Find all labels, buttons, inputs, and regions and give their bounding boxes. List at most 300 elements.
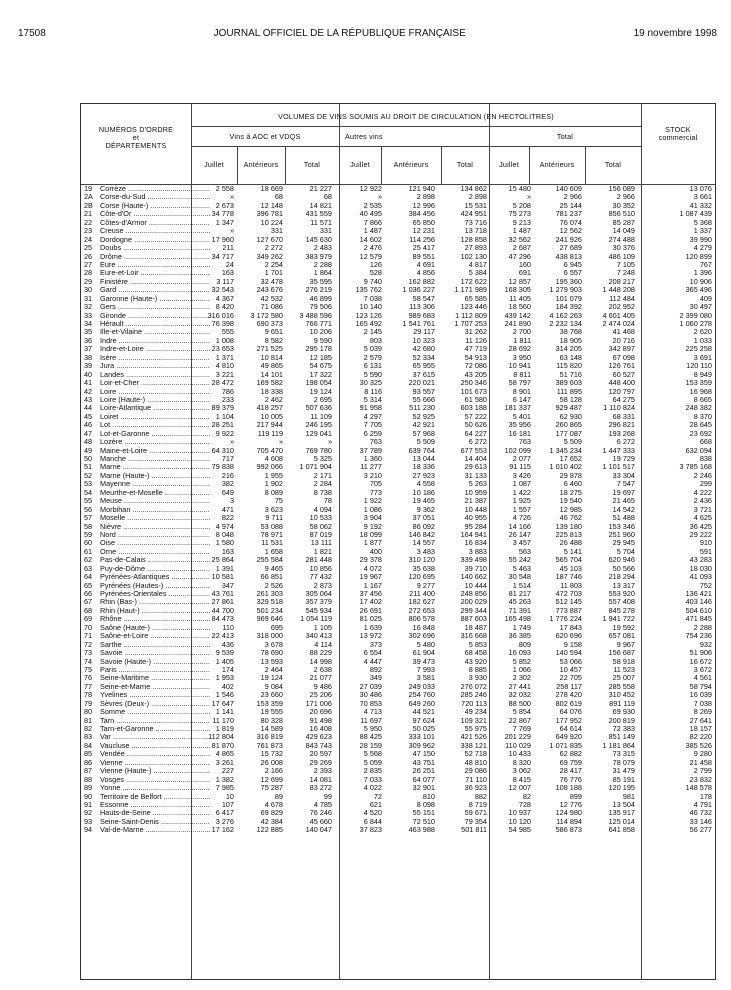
cell-aoc-anterieurs: 71 086 [260, 302, 283, 312]
cell-stock: 1 396 [693, 268, 712, 278]
department-code: 31 [84, 293, 93, 303]
department-name: Tarn-et-Garonne ..... [100, 725, 210, 733]
cell-stock: 33 146 [689, 816, 712, 826]
cell-aoc-anterieurs: 3 172 580 [250, 310, 283, 320]
cell-other-anterieurs: 97 624 [412, 715, 435, 725]
cell-total-anterieurs: 63 148 [559, 352, 582, 362]
cell-stock: 752 [699, 580, 712, 590]
department-name: Pyrénées-Atlantiques ..... [100, 573, 210, 581]
department-name: Pyrénées-Orientales ..... [100, 590, 210, 598]
cell-aoc-anterieurs: 992 066 [256, 462, 283, 472]
cell-other-total: 61 580 [464, 394, 487, 404]
department-name: Moselle ..... [100, 514, 210, 522]
cell-aoc-juillet: » [229, 192, 234, 202]
cell-aoc-total: 140 047 [305, 825, 332, 835]
cell-total-juillet: 27 441 [508, 681, 531, 691]
department-name: Lozère ..... [100, 438, 210, 446]
cell-total-juillet: 10 433 [508, 749, 531, 759]
cell-other-anterieurs: 50 025 [412, 724, 435, 733]
cell-stock: 3 721 [693, 504, 712, 514]
cell-other-juillet: 528 [369, 268, 382, 278]
cell-total-anterieurs: 6 460 [563, 479, 582, 489]
department-name: Vienne (Haute-) ..... [100, 767, 210, 775]
cell-aoc-juillet: 23 653 [211, 344, 234, 354]
cell-aoc-total: 88 229 [309, 648, 332, 658]
cell-total-total: 7 547 [616, 479, 635, 489]
cell-other-total: 48 810 [464, 757, 487, 767]
cell-total-juillet: 32 032 [508, 690, 531, 700]
row-header [81, 126, 191, 150]
cell-aoc-juillet: 22 413 [211, 631, 234, 641]
department-name: Mayenne ..... [100, 480, 210, 488]
department-code: 60 [84, 538, 93, 548]
cell-aoc-anterieurs: 23 660 [260, 690, 283, 700]
department-code: 47 [84, 428, 93, 438]
cell-other-juillet: 91 958 [359, 403, 382, 413]
cell-aoc-juillet: 7 985 [215, 783, 234, 793]
cell-total-juillet: 8 901 [512, 386, 531, 396]
cell-total-total: 1 101 517 [602, 462, 635, 472]
cell-other-total: 13 718 [464, 226, 487, 236]
page-header [18, 28, 717, 42]
cell-total-juillet: 8 811 [513, 369, 531, 379]
cell-other-anterieurs: 1 541 761 [402, 319, 435, 328]
department-name: Gers ..... [100, 303, 210, 311]
group-header-aoc: Vins à AOC et VDQS [229, 132, 301, 141]
cell-aoc-total: 295 178 [305, 344, 332, 354]
department-name: Meurthe-et-Moselle ..... [100, 489, 210, 497]
department-code: 78 [84, 690, 93, 700]
cell-total-juillet: 9 213 [512, 217, 531, 227]
stock-header-line: STOCK [665, 125, 691, 134]
cell-aoc-anterieurs: 329 518 [256, 597, 283, 607]
cell-stock: 8 370 [693, 411, 712, 421]
cell-total-total: 657 081 [608, 631, 635, 641]
group-header-other: Autres vins [345, 132, 383, 141]
cell-total-anterieurs: 773 887 [555, 605, 582, 615]
cell-aoc-anterieurs: 318 000 [256, 631, 283, 641]
cell-aoc-anterieurs: 695 [270, 622, 283, 632]
cell-other-total: 424 951 [460, 209, 487, 219]
cell-other-anterieurs: 47 150 [412, 749, 435, 759]
cell-stock: 120 110 [686, 361, 712, 371]
cell-other-juillet: 5 950 [363, 724, 382, 733]
department-name: Vaucluse ..... [100, 742, 210, 750]
cell-aoc-juillet: 649 [221, 487, 234, 497]
cell-other-total: 299 344 [460, 605, 487, 615]
cell-other-anterieurs: 12 996 [412, 200, 435, 210]
cell-aoc-anterieurs: 26 008 [260, 757, 283, 767]
cell-aoc-total: 766 771 [305, 319, 332, 328]
cell-stock: 2 799 [693, 766, 712, 776]
cell-aoc-juillet: 9 922 [215, 428, 234, 438]
cell-other-anterieurs: 7 993 [416, 664, 435, 674]
cell-other-juillet: 5 039 [363, 344, 382, 354]
cell-other-juillet: 19 967 [359, 572, 382, 582]
department-code: 62 [84, 555, 93, 565]
cell-stock: 8 665 [693, 394, 712, 404]
cell-other-total: 603 188 [460, 403, 487, 413]
cell-total-juillet: 102 099 [504, 445, 531, 455]
cell-total-anterieurs: 278 420 [555, 690, 582, 700]
cell-total-juillet: 82 [522, 791, 531, 801]
cell-total-anterieurs: 62 930 [559, 411, 582, 421]
cell-other-anterieurs: 162 882 [408, 276, 435, 286]
department-code: 73 [84, 648, 93, 658]
cell-total-total: 64 275 [612, 394, 635, 404]
cell-stock: 3 672 [693, 664, 712, 674]
department-name: Loire-Atlantique ..... [100, 404, 210, 412]
cell-aoc-anterieurs: 75 287 [260, 783, 283, 793]
cell-other-total: 11 126 [465, 335, 487, 345]
cell-other-juillet: 7 033 [363, 774, 382, 784]
cell-total-anterieurs: 899 [569, 791, 582, 801]
cell-aoc-juillet: 786 [221, 386, 234, 396]
cell-other-total: 57 222 [464, 411, 487, 421]
cell-aoc-anterieurs: 501 234 [256, 605, 283, 615]
cell-total-anterieurs: 472 703 [555, 589, 582, 598]
cell-other-anterieurs: 44 521 [412, 707, 435, 717]
cell-total-anterieurs: 19 540 [559, 496, 582, 506]
cell-total-total: 135 917 [608, 808, 635, 818]
cell-total-total: 19 697 [612, 487, 635, 497]
cell-aoc-juillet: 555 [221, 327, 234, 337]
cell-aoc-juillet: 11 170 [212, 715, 234, 725]
cell-total-total: 58 918 [612, 656, 635, 666]
cell-aoc-juillet: » [229, 437, 234, 447]
cell-other-anterieurs: 2 898 [416, 192, 435, 202]
department-code: 63 [84, 563, 93, 573]
cell-total-juillet: 2 687 [512, 243, 531, 253]
cell-other-anterieurs: 806 578 [408, 614, 435, 624]
cell-other-anterieurs: 220 021 [408, 378, 435, 388]
table-row [84, 826, 716, 834]
cell-total-total: 6 272 [616, 437, 635, 447]
cell-total-total: 30 376 [612, 243, 635, 253]
cell-aoc-total: 545 934 [305, 605, 332, 615]
cell-aoc-juillet: 3 [229, 496, 234, 506]
cell-total-anterieurs: 565 704 [555, 555, 582, 565]
cell-aoc-juillet: 6 417 [215, 808, 234, 818]
cell-aoc-total: 14 821 [309, 200, 332, 210]
cell-aoc-anterieurs: 1 658 [264, 546, 283, 556]
cell-total-total: 14 542 [612, 504, 635, 514]
cell-total-juillet: » [526, 192, 531, 202]
cell-aoc-total: 4 785 [313, 799, 332, 809]
department-code: 61 [84, 546, 93, 556]
department-code: 83 [84, 732, 93, 742]
department-name: Meuse ..... [100, 497, 210, 505]
department-name: Côte-d'Or ..... [100, 210, 210, 218]
cell-other-anterieurs: 27 923 [412, 470, 435, 480]
cell-aoc-juillet: 1 405 [215, 656, 234, 666]
cell-aoc-juillet: 471 [221, 504, 234, 514]
cell-total-anterieurs: 76 074 [559, 217, 582, 227]
cell-other-anterieurs: 121 940 [408, 184, 435, 193]
cell-other-juillet: 373 [369, 639, 382, 649]
cell-other-juillet: 72 [373, 791, 382, 801]
cell-other-anterieurs: 26 251 [412, 766, 435, 776]
cell-total-anterieurs: 69 759 [559, 757, 582, 767]
department-code: 34 [84, 319, 93, 328]
cell-total-total: 153 346 [608, 521, 635, 531]
cell-other-juillet: 17 402 [359, 597, 382, 607]
cell-other-anterieurs: 65 955 [412, 361, 435, 371]
cell-other-total: 285 246 [460, 690, 487, 700]
cell-aoc-total: 4 114 [314, 639, 332, 649]
row-header-line: et [132, 133, 140, 142]
department-code: 66 [84, 589, 93, 598]
department-code: 82 [84, 724, 93, 733]
cell-total-juillet: 181 337 [504, 403, 531, 413]
cell-total-anterieurs: 5 509 [563, 437, 582, 447]
cell-stock: 10 906 [689, 276, 712, 286]
cell-aoc-juillet: 34 778 [211, 209, 234, 219]
department-name: Loir-et-Cher ..... [100, 379, 210, 387]
cell-total-total: 845 278 [608, 605, 635, 615]
cell-other-juillet: 81 025 [359, 614, 382, 624]
cell-aoc-juillet: 10 [225, 791, 234, 801]
cell-stock: 153 359 [685, 378, 712, 388]
department-name: Vienne ..... [100, 759, 210, 767]
cell-total-total: 31 479 [612, 766, 635, 776]
cell-total-anterieurs: 38 768 [559, 327, 582, 337]
cell-total-juillet: 71 391 [508, 605, 531, 615]
cell-other-juillet: 4 447 [363, 656, 382, 666]
cell-aoc-total: 14 998 [309, 656, 332, 666]
cell-aoc-anterieurs: 13 593 [260, 656, 283, 666]
department-name: Sèvres (Deux-) ..... [100, 700, 210, 708]
department-name: Seine-Saint-Denis ..... [100, 818, 210, 826]
cell-aoc-total: 14 081 [309, 774, 332, 784]
cell-total-anterieurs: 111 895 [556, 386, 582, 396]
department-name: Seine-Maritime ..... [100, 674, 210, 682]
cell-aoc-anterieurs: 53 088 [260, 521, 283, 531]
cell-total-anterieurs: 28 417 [559, 766, 582, 776]
cell-aoc-juillet: 112 804 [208, 732, 234, 742]
cell-stock: 591 [699, 546, 712, 556]
cell-total-anterieurs: 438 813 [555, 251, 582, 261]
cell-total-juillet: 36 385 [508, 631, 531, 641]
cell-other-juillet: 2 835 [363, 766, 382, 776]
cell-other-total: 95 284 [464, 521, 487, 531]
cell-total-total: 641 858 [608, 825, 635, 835]
cell-total-juillet: 5 463 [512, 563, 531, 573]
cell-total-juillet: 10 937 [508, 808, 531, 818]
cell-other-total: 316 668 [460, 631, 487, 641]
cell-other-juillet: 5 059 [363, 757, 382, 767]
department-code: 69 [84, 614, 93, 624]
row-header-line: NUMÉROS D'ORDRE [98, 125, 174, 134]
cell-stock: 8 269 [693, 707, 712, 717]
department-code: 32 [84, 302, 93, 312]
cell-other-juillet: 11 697 [360, 715, 382, 725]
cell-total-anterieurs: 1 776 224 [549, 614, 582, 624]
cell-aoc-juillet: 163 [221, 546, 234, 556]
department-code: 86 [84, 757, 93, 767]
cell-aoc-total: 46 899 [309, 293, 332, 303]
cell-aoc-anterieurs: 66 851 [260, 572, 283, 582]
cell-aoc-total: 79 506 [309, 302, 332, 312]
cell-stock: 403 146 [685, 597, 712, 607]
department-code: 50 [84, 454, 93, 463]
cell-total-total: 21 465 [612, 496, 635, 506]
cell-total-juillet: 75 273 [508, 209, 531, 219]
cell-total-anterieurs: 26 488 [559, 538, 582, 548]
department-name: Yvelines ..... [100, 691, 210, 699]
cell-aoc-total: 2 171 [313, 470, 332, 480]
subcol-other-juillet: Juillet [350, 160, 370, 169]
cell-stock: 28 645 [689, 420, 712, 430]
cell-aoc-anterieurs: 217 944 [256, 420, 283, 430]
cell-aoc-juillet: 10 581 [211, 572, 234, 582]
cell-other-juillet: 10 140 [359, 302, 382, 312]
department-code: 87 [84, 766, 93, 776]
department-name: Somme ..... [100, 708, 210, 716]
cell-other-anterieurs: 211 400 [409, 589, 435, 598]
department-code: 85 [84, 749, 93, 759]
cell-aoc-juillet: 17 960 [211, 234, 234, 244]
cell-total-juillet: 28 692 [508, 344, 531, 354]
cell-other-total: 31 262 [464, 327, 487, 337]
cell-total-juillet: 1 066 [512, 664, 531, 674]
cell-aoc-anterieurs: 2 272 [264, 243, 283, 253]
cell-other-anterieurs: 9 277 [416, 580, 435, 590]
cell-total-total: 19 729 [612, 454, 635, 463]
cell-other-total: 102 130 [460, 251, 487, 261]
cell-aoc-juillet: 163 [221, 268, 234, 278]
cell-total-juillet: 763 [518, 437, 531, 447]
cell-total-anterieurs: 18 275 [559, 487, 582, 497]
cell-aoc-total: 29 269 [309, 757, 332, 767]
cell-stock: 1 033 [693, 335, 712, 345]
subcol-total-juillet: Juillet [499, 160, 519, 169]
cell-aoc-anterieurs: 261 303 [256, 589, 283, 598]
cell-other-anterieurs: 114 256 [409, 234, 435, 244]
department-name: Loire ..... [100, 388, 210, 396]
department-name: Vosges ..... [100, 776, 210, 784]
cell-other-anterieurs: 249 033 [408, 681, 435, 691]
cell-total-anterieurs: 17 843 [559, 622, 582, 632]
cell-total-juillet: 4 726 [512, 513, 531, 523]
cell-total-juillet: 3 950 [512, 352, 531, 362]
cell-other-juillet: 892 [369, 664, 382, 674]
cell-stock: 385 526 [685, 740, 712, 750]
cell-aoc-juillet: 89 379 [211, 403, 234, 413]
cell-aoc-juillet: 211 [222, 243, 234, 253]
cell-total-juillet: 1 087 [512, 479, 531, 489]
cell-other-total: 65 585 [464, 293, 487, 303]
cell-total-total: 120 195 [608, 783, 635, 793]
cell-total-total: 4 601 405 [602, 310, 635, 320]
cell-other-anterieurs: 463 988 [408, 825, 435, 835]
cell-stock: 471 845 [685, 614, 712, 624]
cell-aoc-anterieurs: 9 651 [264, 327, 283, 337]
cell-stock: 668 [699, 437, 712, 447]
department-name: Manche ..... [100, 455, 210, 463]
cell-aoc-anterieurs: 2 462 [264, 394, 283, 404]
cell-aoc-anterieurs: 396 781 [256, 209, 283, 219]
department-code: 56 [84, 504, 93, 514]
cell-other-total: 36 923 [464, 783, 487, 793]
department-name: Yonne ..... [100, 784, 210, 792]
cell-total-total: 67 098 [612, 352, 635, 362]
cell-stock: 16 968 [689, 386, 712, 396]
cell-aoc-total: 2 284 [313, 479, 332, 489]
cell-other-total: 10 959 [464, 487, 487, 497]
cell-total-anterieurs: 25 144 [559, 200, 582, 210]
cell-stock: 2 246 [693, 470, 712, 480]
department-code: 92 [84, 808, 93, 818]
department-code: 71 [84, 631, 93, 641]
cell-stock: 51 906 [689, 648, 712, 658]
cell-aoc-total: 54 675 [309, 361, 332, 371]
cell-aoc-juillet: 28 472 [211, 378, 234, 388]
cell-other-anterieurs: 39 473 [412, 656, 435, 666]
subcol-total-total: Total [604, 160, 622, 169]
cell-total-juillet: 35 956 [508, 420, 531, 430]
cell-aoc-total: 383 979 [305, 251, 332, 261]
cell-other-anterieurs: 72 510 [412, 816, 435, 826]
cell-aoc-total: 2 483 [313, 243, 332, 253]
cell-total-juillet: 5 208 [512, 200, 531, 210]
cell-total-anterieurs: 12 776 [559, 799, 582, 809]
cell-other-anterieurs: 511 230 [409, 403, 435, 413]
department-code: 25 [84, 243, 93, 253]
cell-other-anterieurs: 989 683 [408, 310, 435, 320]
department-name: Seine-et-Marne ..... [100, 683, 210, 691]
cell-aoc-anterieurs: 331 [270, 226, 283, 236]
cell-total-anterieurs: 108 188 [555, 783, 582, 793]
cell-other-total: 14 404 [464, 454, 487, 463]
cell-aoc-juillet: 1 371 [215, 352, 234, 362]
cell-other-total: 134 862 [460, 184, 487, 193]
cell-stock: 120 899 [685, 251, 712, 261]
cell-other-total: 338 121 [460, 740, 487, 750]
cell-stock: 1 087 439 [679, 209, 712, 219]
cell-aoc-anterieurs: 89 [274, 791, 283, 801]
cell-aoc-anterieurs: 9 465 [264, 563, 283, 573]
cell-total-juillet: 241 890 [504, 319, 531, 328]
cell-other-total: 10 444 [464, 580, 487, 590]
cell-other-total: 720 113 [461, 698, 487, 708]
cell-other-juillet: 40 495 [359, 209, 382, 219]
cell-aoc-anterieurs: 1 701 [264, 268, 283, 278]
cell-other-juillet: 70 853 [359, 698, 382, 708]
department-code: 27 [84, 259, 93, 269]
cell-other-juillet: 4 520 [363, 808, 382, 818]
department-code: 19 [84, 184, 93, 193]
cell-other-anterieurs: 3 483 [416, 546, 435, 556]
cell-other-juillet: 2 145 [363, 327, 382, 337]
cell-aoc-total: 12 185 [309, 352, 332, 362]
cell-other-total: 40 955 [464, 513, 487, 523]
cell-stock: 2 436 [693, 496, 712, 506]
cell-total-juillet: 6 147 [512, 394, 531, 404]
department-code: 76 [84, 673, 93, 683]
cell-total-anterieurs: 22 705 [559, 673, 582, 683]
cell-other-total: 2 898 [468, 192, 487, 202]
cell-total-juillet: 110 029 [505, 740, 531, 750]
cell-total-total: 1 181 864 [602, 740, 635, 750]
department-name: Oise ..... [100, 539, 210, 547]
cell-aoc-anterieurs: 9 711 [265, 513, 283, 523]
cell-total-juillet: 160 [518, 259, 531, 269]
cell-total-juillet: 728 [518, 799, 531, 809]
department-name: Ille-et-Vilaine ..... [100, 328, 210, 336]
cell-total-total: 19 592 [612, 622, 635, 632]
department-code: 67 [84, 597, 93, 607]
